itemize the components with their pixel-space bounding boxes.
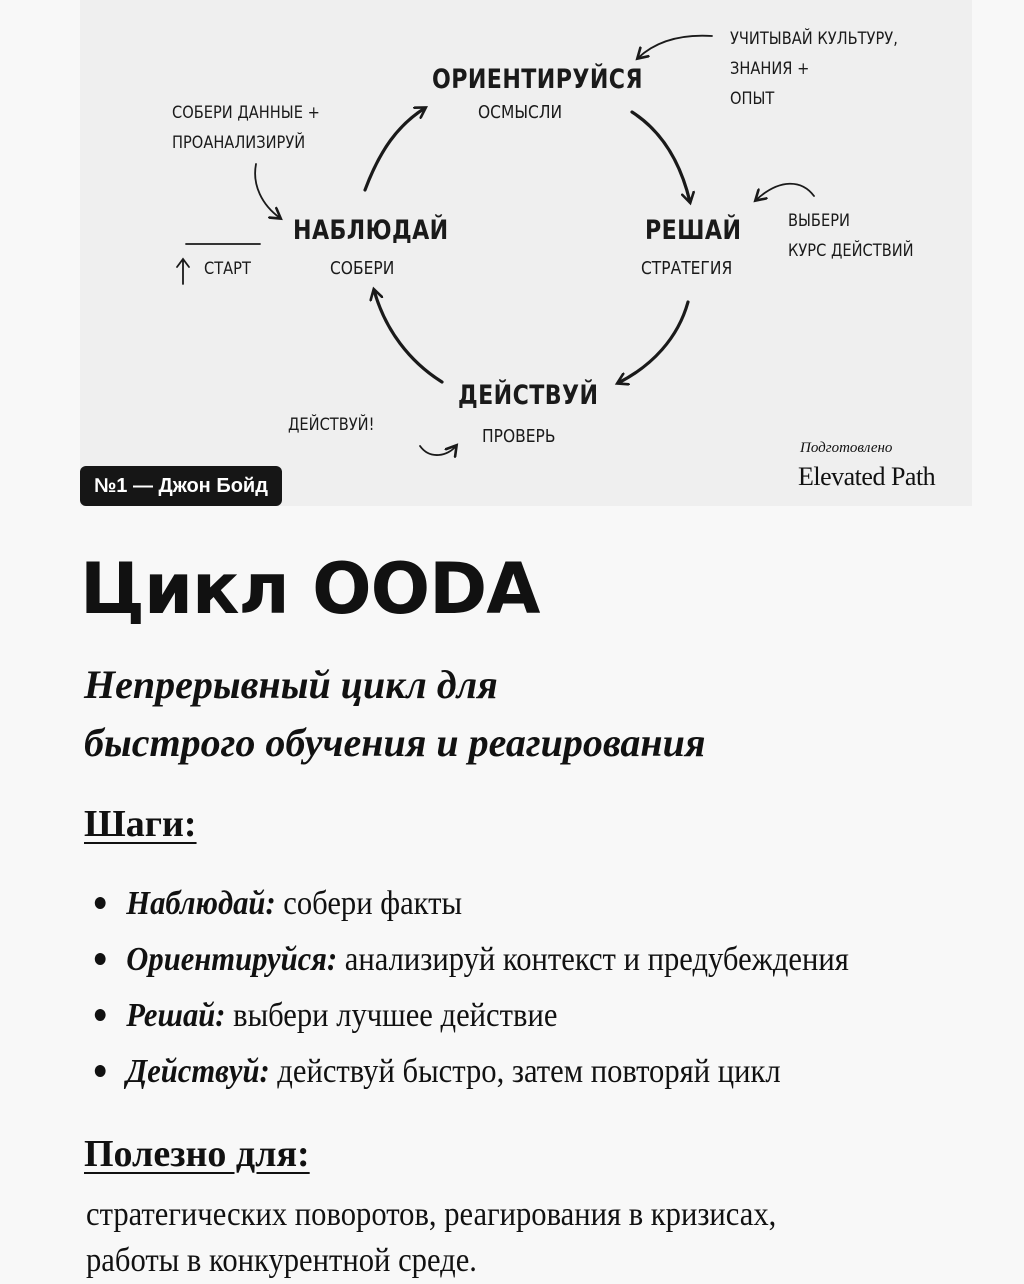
page-title: Цикл OODA	[80, 548, 540, 630]
phase-decide: РЕШАЙ	[645, 215, 742, 246]
phase-observe-verb: СОБЕРИ	[330, 258, 395, 279]
phase-act: ДЕЙСТВУЙ	[458, 380, 599, 411]
start-up-arrow-icon	[177, 259, 189, 284]
phase-act-verb: ПРОВЕРЬ	[482, 426, 556, 447]
ooda-diagram	[80, 0, 972, 506]
steps-heading: Шаги:	[84, 803, 197, 845]
useful-heading: Полезно для:	[84, 1133, 310, 1175]
phase-orient-verb: ОСМЫСЛИ	[478, 102, 563, 123]
arrow-decide-to-act	[618, 302, 688, 383]
note-choose: ВЫБЕРИ КУРС ДЕЙСТВИЙ	[788, 211, 914, 261]
arrow-observe-to-orient	[365, 108, 425, 190]
list-item: Наблюдай: собери факты	[84, 876, 849, 932]
bullet-icon	[95, 1065, 106, 1077]
phase-orient: ОРИЕНТИРУЙСЯ	[432, 64, 643, 95]
useful-text: стратегических поворотов, реагирования в кризисах, работы в конкурентной среде.	[86, 1196, 777, 1279]
note-arrow-choose	[756, 184, 814, 200]
page-subtitle: Непрерывный цикл для быстрого обучения и реагирования	[84, 662, 706, 765]
credit-brand: Elevated Path	[798, 462, 936, 491]
note-arrow-culture	[638, 36, 712, 58]
credit-small: Подготовлено	[800, 440, 893, 456]
note-start: СТАРТ	[204, 259, 251, 279]
note-culture: УЧИТЫВАЙ КУЛЬТУРУ, ЗНАНИЯ + ОПЫТ	[730, 29, 898, 109]
arrow-orient-to-decide	[632, 112, 690, 202]
bullet-icon	[95, 897, 106, 909]
note-arrow-act	[420, 446, 456, 455]
bullet-icon	[95, 1009, 106, 1021]
note-act-now: ДЕЙСТВУЙ!	[288, 415, 375, 435]
list-item: Решай: выбери лучшее действие	[84, 988, 849, 1044]
steps-list	[84, 876, 934, 1100]
note-arrow-collect	[255, 164, 280, 218]
list-item: Действуй: действуй быстро, затем повторяй цикл	[84, 1044, 849, 1100]
phase-observe: НАБЛЮДАЙ	[293, 215, 449, 246]
bullet-icon	[95, 953, 106, 965]
arrow-act-to-observe	[374, 290, 442, 382]
list-item: Ориентируйся: анализируй контекст и предубеждения	[84, 932, 849, 988]
note-collect: СОБЕРИ ДАННЫЕ + ПРОАНАЛИЗИРУЙ	[172, 103, 320, 153]
phase-decide-verb: СТРАТЕГИЯ	[641, 258, 733, 279]
author-badge: №1 — Джон Бойд	[80, 466, 282, 506]
